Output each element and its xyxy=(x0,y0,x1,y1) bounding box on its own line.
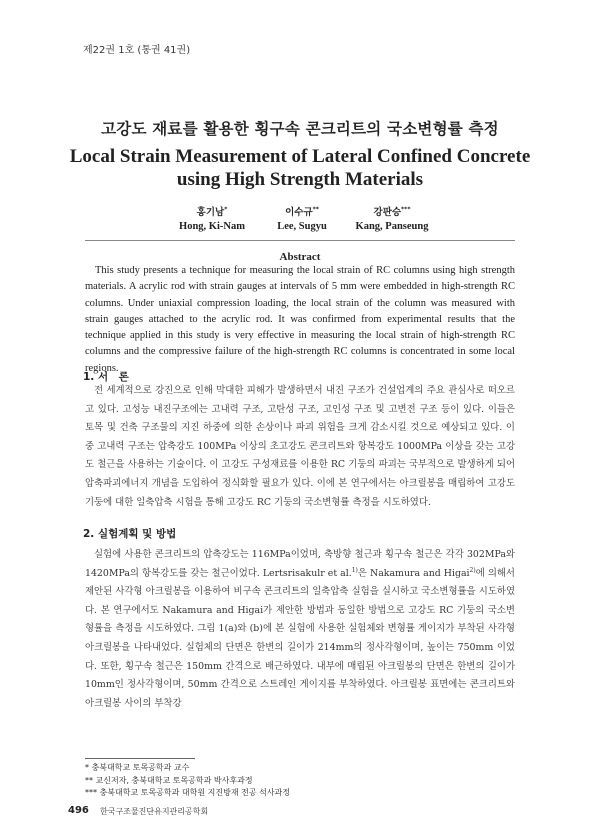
footnote-divider xyxy=(85,758,195,759)
author-3-english: Kang, Panseung xyxy=(355,221,429,232)
author-3-korean: 강판승*** xyxy=(373,205,411,218)
footnote-1: * 충북대학교 토목공학과 교수 xyxy=(85,763,190,772)
footnotes xyxy=(85,762,290,800)
section-1-paragraph: 전 세계적으로 강진으로 인해 막대한 피해가 발생하면서 내진 구조가 건설업계의 주요 관심사로 떠오르고 있다. 고성능 내진구조에는 고내력 구조, 고탄성 구조, 고인성 구조 및 고변전 구조 등이 있다. 이들은 토목 및 건축 구조물의 지진 하중에 의한 손상이나 파괴 위험을 크게 감소시킬 것으로 예상되고 있다. 이 중 고내력 구조는 압축강도 100MPa 이상의 초고강도 콘크리트와 항복강도 1000MPa 이상을 갖는 고강도 철근을 사용하는 기술이다. 이 고강도 구성재료를 이용한 RC 기둥의 파괴는 국부적으로 발생하게 되어 압축파괴에너지 개념을 도입하여 정식화할 필요가 있다. 이에 본 연구에서는 아크릴봉을 매립하여 고강도 기둥에 대한 일축압축 시험을 통해 고강도 RC 기둥의 국소변형률 측정을 시도하였다. xyxy=(85,385,515,508)
section-2-paragraph: 실험에 사용한 콘크리트의 압축강도는 116MPa이었며, 축방향 철근과 횡구속 철근은 각각 302MPa와 1420MPa의 항복강도를 갖는 철근이었다. Lertsrisakulr et al.$^{1)}$은 Nakamura and Higai$^{2)}$에 의해서 제안된 사각형 아크릴봉을 이용하여 비구속 콘크리트의 일축압축 실험을 실시하고 국소변형률을 시도하였다. 본 연구에서도 Nakamura and Higai가 제안한 방법과 동일한 방법으로 고강도 RC 기둥의 국소변형률을 측정을 시도하였다. 그림 1(a)와 (b)에 본 실험에 사용한 실험체와 변형률 게이지가 부착된 사각형 아크릴봉을 나타내었다. 실험체의 단면은 한변의 길이가 214mm의 정사각형이며, 높이는 750mm 이었다. 또한, 횡구속 철근은 150mm 간격으로 배근하였다. 내부에 매립된 아크릴봉의 단면은 한변의 길이가 10mm인 정사각형이며, 50mm 간격으로 스트레인 게이지를 부착하였다. 아크릴봉 표면에는 콘크리트와 아크릴봉 사이의 부착강 xyxy=(85,549,515,709)
title-english-line2: using High Strength Materials xyxy=(176,169,424,190)
citation-1: 1) xyxy=(351,566,358,574)
abstract-heading: Abstract xyxy=(279,251,321,263)
author-1-english: Hong, Ki-Nam xyxy=(179,221,245,232)
author-1-korean: 홍기남* xyxy=(196,205,228,218)
section-2-heading: 2. 실험계획 및 방법 xyxy=(83,528,177,540)
title-korean: 고강도 재료를 활용한 횡구속 콘크리트의 국소변형률 측정 xyxy=(101,120,499,138)
author-2-english: Lee, Sugyu xyxy=(277,221,327,232)
volume-info: 제22권 1호 (통권 41권) xyxy=(83,45,191,56)
title-english-line1: Local Strain Measurement of Lateral Confined Concrete xyxy=(69,146,531,167)
page-number: 496 xyxy=(68,805,89,816)
section-1-heading: 1. 서 론 xyxy=(83,371,129,383)
abstract-divider xyxy=(85,240,515,241)
author-3 xyxy=(337,204,447,232)
citation-2: 2) xyxy=(469,566,476,574)
footnote-3: *** 충북대학교 토목공학과 대학원 지진방재 전공 석사과정 xyxy=(85,788,290,797)
author-2-korean: 이수규** xyxy=(285,205,319,218)
footnote-2: ** 교신저자, 충북대학교 토목공학과 박사후과정 xyxy=(85,775,253,785)
journal-name: 한국구조물진단유지관리공학회 xyxy=(100,807,209,816)
abstract-text: This study presents a technique for measuring the local strain of RC columns using high strength materials. A acrylic rod with strain gauges at intervals of 5 mm were embedded in high-strength RC columns. Under uniaxial compression loading, the local strain of the column was measured with strain gauges attached to the acrylic rod. It was confirmed from experimental results that the technique applied in this study is very effective in measuring the local strain of high-strength RC columns and the compressive failure of the high-strength RC columns is concentrated in some local regions. xyxy=(85,265,515,374)
